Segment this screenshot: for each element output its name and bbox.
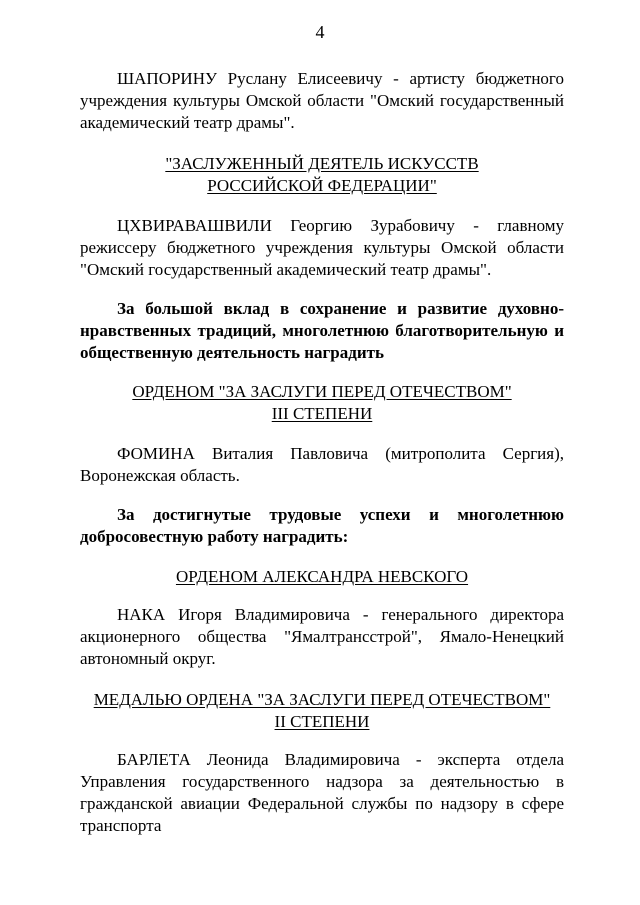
heading-medal-merit-2: [60, 689, 584, 733]
award-paragraph-fomin: ФОМИНА Виталия Павловича (митрополита Сергия), Воронежская область.: [80, 444, 564, 485]
heading-order-merit-3: [60, 381, 584, 425]
heading-order-nevsky: [60, 566, 584, 588]
heading-line: РОССИЙСКОЙ ФЕДЕРАЦИИ": [207, 176, 437, 195]
heading-line: "ЗАСЛУЖЕННЫЙ ДЕЯТЕЛЬ ИСКУССТВ: [165, 154, 479, 173]
heading-line: II СТЕПЕНИ: [274, 712, 370, 731]
award-paragraph-tskhviravashvili: ЦХВИРАВАШВИЛИ Георгию Зурабовичу - главному режиссеру бюджетного учреждения культуры Омской области "Омский государственный академический театр драмы".: [80, 216, 564, 279]
award-intro-labor: За достигнутые трудовые успехи и многолетнюю добросовестную работу наградить:: [80, 505, 564, 546]
heading-line: МЕДАЛЬЮ ОРДЕНА "ЗА ЗАСЛУГИ ПЕРЕД ОТЕЧЕСТВОМ": [93, 690, 551, 709]
heading-line: ОРДЕНОМ АЛЕКСАНДРА НЕВСКОГО: [175, 567, 469, 586]
heading-line: ОРДЕНОМ "ЗА ЗАСЛУГИ ПЕРЕД ОТЕЧЕСТВОМ": [132, 382, 512, 401]
award-paragraph-shaporin: ШАПОРИНУ Руслану Елисеевичу - артисту бюджетного учреждения культуры Омской области "Омский государственный академический театр драмы".: [80, 69, 564, 132]
heading-line: III СТЕПЕНИ: [271, 404, 373, 423]
page-number: 4: [315, 22, 325, 42]
award-paragraph-nak: НАКА Игоря Владимировича - генерального директора акционерного общества "Ямалтрансстрой", Ямало-Ненецкий автономный округ.: [80, 605, 564, 668]
award-paragraph-barleta: БАРЛЕТА Леонида Владимировича - эксперта отдела Управления государственного надзора за деятельностью в гражданской авиации Федеральной службы по надзору в сфере транспорта: [80, 750, 564, 835]
heading-honored-artist: [60, 153, 584, 197]
award-intro-spiritual: За большой вклад в сохранение и развитие духовно-нравственных традиций, многолетнюю благотворительную и общественную деятельность наградить: [80, 299, 564, 362]
